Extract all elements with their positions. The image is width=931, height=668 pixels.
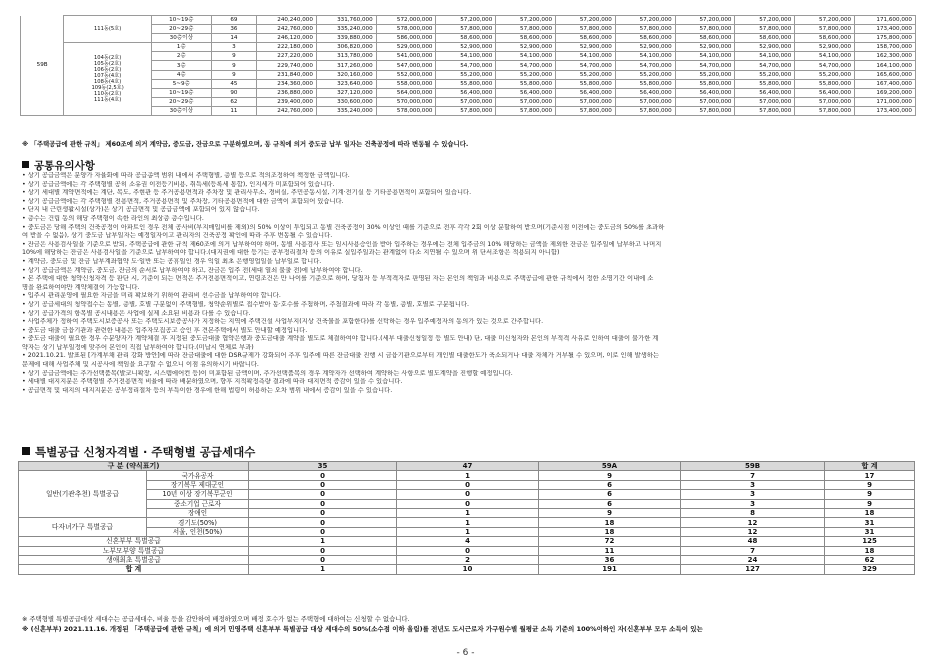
special-header-row <box>19 462 915 471</box>
building-group-111: 111동(5호) <box>64 16 152 43</box>
price-cell: 55,200,000 <box>795 70 855 79</box>
price-cell: 175,800,000 <box>855 34 916 43</box>
price-cell: 578,000,000 <box>376 106 436 115</box>
notice-line: 10%에 해당하는 잔금은 사용검사일을 기준으로 납부하여야 합니다.(대지권에 대한 등기는 공부정리절차 등의 이유로 실입주일과는 관계없이 다소 지연될 수 있으며 위 단서조항은 적용되지 아니함) <box>22 249 560 257</box>
count-cell: 125 <box>825 537 915 546</box>
price-cell: 335,240,000 <box>316 25 376 34</box>
notice-line: • 중도금 대출이 필요한 경우 수분양자가 계약체결 후 지정된 중도금대출 협약은행과 중도금대출 계약을 별도로 체결하여야 합니다.(세부 대출신청일정 등 별도 안내) 단, 대출 미신청자와 본인의 부적격 사유로 인하여 대출이 불가한 계 <box>22 335 659 343</box>
price-cell: 54,100,000 <box>556 52 616 61</box>
price-cell: 54,700,000 <box>675 61 735 70</box>
count-cell: 9 <box>825 490 915 499</box>
price-cell: 57,200,000 <box>496 16 556 25</box>
price-row <box>21 79 916 88</box>
building-label: 106동(2호) <box>93 67 122 74</box>
header-type: 59A <box>539 462 681 471</box>
page-number: - 6 - <box>456 648 475 658</box>
price-cell: 58,600,000 <box>556 34 616 43</box>
special-supply-table <box>18 461 915 575</box>
price-cell: 54,700,000 <box>735 61 795 70</box>
price-cell: 57,200,000 <box>675 16 735 25</box>
price-note: ※ 「주택공급에 관한 규칙」 제60조에 의거 계약금, 중도금, 잔금으로 구분하였으며, 동 규칙에 의거 중도금 납부 일자는 건축공정에 따라 변동될 수 있습니다. <box>22 140 469 148</box>
notice-line: • 층수는 건립 동의 해당 주택형이 속한 라인의 최상층 층수입니다. <box>22 214 204 222</box>
price-row <box>21 25 916 34</box>
special-title-text: 특별공급 신청자격별 · 주택형별 공급세대수 <box>35 445 256 459</box>
price-cell: 55,800,000 <box>735 79 795 88</box>
special-row <box>19 555 915 564</box>
price-cell: 547,000,000 <box>376 61 436 70</box>
count-cell: 72 <box>539 537 681 546</box>
price-cell: 57,800,000 <box>795 25 855 34</box>
price-cell: 541,000,000 <box>376 52 436 61</box>
price-cell: 236,880,000 <box>257 88 317 97</box>
price-cell: 57,000,000 <box>615 97 675 106</box>
sub-category: 10년 이상 장기복무군인 <box>147 490 249 499</box>
price-cell: 164,100,000 <box>855 61 916 70</box>
price-cell: 242,760,000 <box>257 106 317 115</box>
count-cell: 0 <box>249 499 397 508</box>
building-label: 111동(4호) <box>93 97 122 104</box>
count-cell: 18 <box>825 508 915 517</box>
group-general-label: 일반(기관추천) 특별공급 <box>19 471 147 518</box>
price-cell: 52,900,000 <box>436 43 496 52</box>
price-cell: 327,120,000 <box>316 88 376 97</box>
price-cell: 57,000,000 <box>496 97 556 106</box>
floor-cell: 20~29층 <box>151 97 211 106</box>
unit-count-cell: 69 <box>211 16 256 25</box>
special-row <box>19 480 915 489</box>
count-cell: 329 <box>825 565 915 574</box>
notice-line: • 중도금 대출 금융기관과 관련한 내용은 입주자모집공고 승인 후 견본주택에서 별도 안내할 예정입니다. <box>22 326 308 334</box>
count-cell: 1 <box>397 508 539 517</box>
count-cell: 17 <box>825 471 915 480</box>
price-cell: 55,800,000 <box>436 79 496 88</box>
price-cell: 57,800,000 <box>615 25 675 34</box>
price-cell: 552,000,000 <box>376 70 436 79</box>
price-cell: 54,700,000 <box>436 61 496 70</box>
price-cell: 57,800,000 <box>795 106 855 115</box>
price-row <box>21 52 916 61</box>
notice-line: • 계약금, 중도금 및 잔금 납부계좌협약 도·일반 또는 공휴일인 경우 익일 최초 은행영업일을 납부일로 합니다. <box>22 257 322 265</box>
unit-count-cell: 14 <box>211 34 256 43</box>
price-cell: 56,400,000 <box>675 88 735 97</box>
floor-cell: 30층이상 <box>151 34 211 43</box>
price-cell: 55,200,000 <box>615 70 675 79</box>
price-cell: 242,760,000 <box>257 25 317 34</box>
footnote-allocation: ※ 주택형별 특별공급대상 세대수는 공급세대수, 비율 등을 감안하여 배정하였으며 배정 호수가 없는 주택형에 대하여는 신청할 수 없습니다. <box>22 615 410 623</box>
price-cell: 52,900,000 <box>735 43 795 52</box>
sub-category: 서울, 인천(50%) <box>147 527 249 536</box>
price-cell: 229,740,000 <box>257 61 317 70</box>
price-cell: 54,100,000 <box>615 52 675 61</box>
price-cell: 54,700,000 <box>615 61 675 70</box>
price-row <box>21 34 916 43</box>
price-cell: 57,800,000 <box>675 106 735 115</box>
count-cell: 0 <box>397 480 539 489</box>
price-cell: 58,600,000 <box>496 34 556 43</box>
price-cell: 57,800,000 <box>436 106 496 115</box>
price-cell: 54,100,000 <box>436 52 496 61</box>
price-cell: 169,200,000 <box>855 88 916 97</box>
count-cell: 1 <box>397 471 539 480</box>
price-cell: 564,000,000 <box>376 88 436 97</box>
price-cell: 58,600,000 <box>675 34 735 43</box>
count-cell: 3 <box>681 499 825 508</box>
price-cell: 58,600,000 <box>436 34 496 43</box>
unit-count-cell: 36 <box>211 25 256 34</box>
price-cell: 55,800,000 <box>556 79 616 88</box>
notice-line: • 상기 공급금액은 분양가 자율화에 따라 공급총액 범위 내에서 주택형별, 층별 등으로 적의조정하여 책정한 금액입니다. <box>22 172 350 179</box>
floor-cell: 30층이상 <box>151 106 211 115</box>
header-type: 47 <box>397 462 539 471</box>
price-cell: 227,220,000 <box>257 52 317 61</box>
price-cell: 246,120,000 <box>257 34 317 43</box>
price-cell: 57,800,000 <box>556 25 616 34</box>
price-row <box>21 16 916 25</box>
count-cell: 24 <box>681 555 825 564</box>
building-label: 109동(2,5호) <box>91 85 124 92</box>
price-cell: 171,000,000 <box>855 97 916 106</box>
price-cell: 55,200,000 <box>735 70 795 79</box>
header-type: 합 계 <box>825 462 915 471</box>
price-cell: 57,800,000 <box>735 25 795 34</box>
sub-category: 장기복무 제대군인 <box>147 480 249 489</box>
notice-line: • 상기 세대별 계약면적에는 계단, 복도, 주현관 등 주거공용면적과 주차장 및 관리사무소, 경비실, 주민공동시설, 기계·전기실 등 기타공용면적이 포함되어 있습니다. <box>22 189 472 197</box>
price-cell: 57,000,000 <box>675 97 735 106</box>
price-cell: 57,000,000 <box>436 97 496 106</box>
notice-line: • 사업주체가 정하여 주택도시보증공사 또는 주택도시보증공사가 지정하는 지역에 주택건설 사업부지(지상 건축물을 포함한다)를 신탁하는 경우 입주예정자의 동의가 있는 것으로 간주합니다. <box>22 318 544 326</box>
price-cell: 56,400,000 <box>496 88 556 97</box>
special-total-row <box>19 565 915 574</box>
square-bullet-icon <box>22 161 29 168</box>
special-row <box>19 546 915 555</box>
price-cell: 317,260,000 <box>316 61 376 70</box>
floor-cell: 10~19층 <box>151 88 211 97</box>
count-cell: 9 <box>539 508 681 517</box>
notice-line: • 상기 공급가격의 항목별 공시내용은 사업에 실제 소요된 비용과 다를 수 있습니다. <box>22 309 251 317</box>
price-cell: 57,800,000 <box>496 106 556 115</box>
square-bullet-icon <box>22 447 30 455</box>
price-cell: 57,000,000 <box>795 97 855 106</box>
price-cell: 323,640,000 <box>316 79 376 88</box>
count-cell: 8 <box>681 508 825 517</box>
building-label: 110동(2호) <box>93 91 122 98</box>
price-cell: 55,200,000 <box>675 70 735 79</box>
count-cell: 1 <box>249 565 397 574</box>
notices-title-text: 공통유의사항 <box>34 160 95 172</box>
price-cell: 54,700,000 <box>795 61 855 70</box>
count-cell: 0 <box>249 527 397 536</box>
price-cell: 54,100,000 <box>795 52 855 61</box>
price-cell: 167,400,000 <box>855 79 916 88</box>
price-cell: 239,400,000 <box>257 97 317 106</box>
notices-list <box>22 172 914 395</box>
count-cell: 4 <box>397 537 539 546</box>
floor-cell: 3층 <box>151 61 211 70</box>
count-cell: 1 <box>397 527 539 536</box>
header-type: 59B <box>681 462 825 471</box>
notice-line: • 상기 공급금액에는 각 주택형별 공히 소유권 이전등기비용, 취득세(등록세 통합), 인지세가 미포함되어 있습니다. <box>22 180 335 188</box>
count-cell: 3 <box>681 480 825 489</box>
price-cell: 55,200,000 <box>496 70 556 79</box>
price-table <box>20 15 916 116</box>
count-cell: 0 <box>249 546 397 555</box>
price-cell: 320,160,000 <box>316 70 376 79</box>
notice-line: • 입주시 관리운영에 필요한 자금을 미리 확보하기 위하여 관리비 선수금을 납부하여야 합니다. <box>22 292 281 300</box>
notice-line: • 2021.10.21. 발표된 [가계부채 관리 강화 방안]에 따라 잔금대출에 대한 DSR규제가 강화되어 추후 입주에 따른 잔금대출 진행 시 금융기관으로부터 개인별 대출한도가 축소되거나 대출 자체가 거부될 수 있으며, 이로 인해 발생하는 <box>22 352 659 360</box>
category-label: 노부모부양 특별공급 <box>19 546 249 555</box>
price-cell: 234,360,000 <box>257 79 317 88</box>
unit-count-cell: 90 <box>211 88 256 97</box>
price-cell: 55,800,000 <box>795 79 855 88</box>
price-cell: 222,180,000 <box>257 43 317 52</box>
notice-line: • 단지 내 근린생활시설(상가)은 상기 공급면적 및 공급금액에 포함되어 있지 않습니다. <box>22 206 260 214</box>
notice-line: • 세대별 대지지분은 주택형별 주거전용면적 비율에 따라 배분하였으며, 향후 지적확정측량 결과에 따라 대지면적 증감이 있을 수 있습니다. <box>22 378 403 386</box>
notice-line: • 중도금은 당해 주택의 건축공정이 아파트인 경우 전체 공사비(부지매입비를 제외)의 50% 이상이 투입되고 동별 건축공정이 30% 이상인 때를 기준으로 전후 각각 2회 이상 분할하여 받으며(기준시점 이전에는 중도금의 50%를 초과하 <box>22 223 665 231</box>
floor-cell: 20~29층 <box>151 25 211 34</box>
special-row <box>19 537 915 546</box>
price-cell: 57,200,000 <box>556 16 616 25</box>
count-cell: 12 <box>681 518 825 527</box>
notices-title <box>22 158 95 173</box>
price-cell: 57,000,000 <box>735 97 795 106</box>
category-label: 생애최초 특별공급 <box>19 555 249 564</box>
price-cell: 52,900,000 <box>795 43 855 52</box>
price-row <box>21 61 916 70</box>
count-cell: 0 <box>249 471 397 480</box>
floor-cell: 5~9층 <box>151 79 211 88</box>
price-cell: 162,300,000 <box>855 52 916 61</box>
price-cell: 57,200,000 <box>615 16 675 25</box>
header-type: 35 <box>249 462 397 471</box>
header-category: 구 분 (약식표기) <box>19 462 249 471</box>
count-cell: 10 <box>397 565 539 574</box>
building-label: 104동(2호) <box>93 55 122 62</box>
count-cell: 0 <box>397 499 539 508</box>
notice-line: • 잔금은 사용검사일을 기준으로 받되, 주택공급에 관한 규칙 제60조에 의거 납부하여야 하며, 동별 사용검사 또는 임시사용승인을 받아 입주하는 경우에는 전체 입주금의 10% 해당하는 금액을 제외한 잔금은 입주일에 납부하고 나머지 <box>22 240 662 248</box>
price-cell: 58,600,000 <box>615 34 675 43</box>
price-cell: 173,400,000 <box>855 25 916 34</box>
price-cell: 57,200,000 <box>735 16 795 25</box>
price-cell: 313,780,000 <box>316 52 376 61</box>
count-cell: 0 <box>249 555 397 564</box>
price-row <box>21 106 916 115</box>
price-cell: 55,800,000 <box>615 79 675 88</box>
count-cell: 6 <box>539 480 681 489</box>
price-cell: 158,700,000 <box>855 43 916 52</box>
count-cell: 7 <box>681 471 825 480</box>
notice-line: • 상기 공급세대의 청약접수는 동별, 층별, 호별 구분없이 주택형별, 청약순위별로 접수받아 동·호수를 추첨하며, 추첨결과에 따라 각 동별, 층별, 호별로 구분됩니다. <box>22 300 470 308</box>
price-cell: 54,100,000 <box>675 52 735 61</box>
price-cell: 52,900,000 <box>675 43 735 52</box>
special-title <box>22 444 255 460</box>
notice-line: • 본 주택에 대한 청약신청자격 등 판단 시, 기준이 되는 면적은 주거전용면적이고, 연령조건은 만 나이를 기준으로 하며, 당첨자 등 부적격자로 판명된 자는 본인의 책임과 비용으로 주택공급에 관한 규칙에서 정한 소명기간 이내에 소 <box>22 275 654 283</box>
special-row <box>19 518 915 527</box>
price-cell: 57,800,000 <box>556 106 616 115</box>
notice-line: • 상기 공급금액에는 추가선택품목(발코니확장, 시스템에어컨 등)이 미포함된 금액이며, 추가선택품목의 경우 계약자가 선택하여 계약하는 사항으로 별도계약을 진행할 예정입니다. <box>22 369 513 377</box>
price-cell: 57,800,000 <box>675 25 735 34</box>
count-cell: 0 <box>249 490 397 499</box>
notice-line: 문제에 대해 사업주체 및 시공사에 책임을 요구할 수 없으니 이점 유의하시기 바랍니다. <box>22 361 259 369</box>
count-cell: 48 <box>681 537 825 546</box>
unit-count-cell: 9 <box>211 61 256 70</box>
price-cell: 58,600,000 <box>735 34 795 43</box>
unit-count-cell: 3 <box>211 43 256 52</box>
price-cell: 57,800,000 <box>436 25 496 34</box>
price-cell: 52,900,000 <box>496 43 556 52</box>
building-label: 107동(4호) <box>93 73 122 80</box>
special-row <box>19 490 915 499</box>
price-cell: 58,600,000 <box>795 34 855 43</box>
sub-category: 장애인 <box>147 508 249 517</box>
price-cell: 56,400,000 <box>436 88 496 97</box>
price-row <box>21 97 916 106</box>
price-cell: 56,400,000 <box>795 88 855 97</box>
price-cell: 56,400,000 <box>615 88 675 97</box>
price-cell: 330,600,000 <box>316 97 376 106</box>
price-cell: 54,700,000 <box>556 61 616 70</box>
price-cell: 54,100,000 <box>735 52 795 61</box>
sub-category: 경기도(50%) <box>147 518 249 527</box>
count-cell: 0 <box>397 546 539 555</box>
price-cell: 57,800,000 <box>496 25 556 34</box>
notice-line: • 상기 공급금액에는 각 주택형별 전용면적, 주거공용면적 및 주차장, 기타공용면적에 대한 금액이 포함되어 있습니다. <box>22 197 344 205</box>
price-cell: 570,000,000 <box>376 97 436 106</box>
price-cell: 331,760,000 <box>316 16 376 25</box>
price-cell: 57,800,000 <box>735 106 795 115</box>
floor-cell: 2층 <box>151 52 211 61</box>
price-cell: 240,240,000 <box>257 16 317 25</box>
price-row <box>21 43 916 52</box>
count-cell: 0 <box>249 508 397 517</box>
price-cell: 572,000,000 <box>376 16 436 25</box>
price-cell: 171,600,000 <box>855 16 916 25</box>
count-cell: 31 <box>825 518 915 527</box>
price-cell: 57,000,000 <box>556 97 616 106</box>
count-cell: 3 <box>681 490 825 499</box>
price-cell: 165,600,000 <box>855 70 916 79</box>
price-cell: 55,800,000 <box>675 79 735 88</box>
price-cell: 57,800,000 <box>615 106 675 115</box>
sub-category: 국가유공자 <box>147 471 249 480</box>
price-cell: 231,840,000 <box>257 70 317 79</box>
count-cell: 31 <box>825 527 915 536</box>
notice-line: 약자는 상기 납부일정에 맞추어 본인이 직접 납부하여야 합니다.(미납시 연체료 부과) <box>22 343 254 351</box>
price-cell: 54,100,000 <box>496 52 556 61</box>
price-cell: 339,880,000 <box>316 34 376 43</box>
count-cell: 0 <box>249 480 397 489</box>
building-group-104 <box>64 43 152 116</box>
price-cell: 586,000,000 <box>376 34 436 43</box>
count-cell: 0 <box>249 518 397 527</box>
count-cell: 2 <box>397 555 539 564</box>
floor-cell: 1층 <box>151 43 211 52</box>
unit-count-cell: 9 <box>211 52 256 61</box>
type-cell: 59B <box>21 16 64 116</box>
notice-line: 여 받을 수 없음), 상기 중도금 납부일자는 예정일자이고 관리자의 건축공정 확인에 따라 추후 변동될 수 있습니다. <box>22 232 333 240</box>
sub-category: 중소기업 근로자 <box>147 499 249 508</box>
building-label: 105동(2호) <box>93 61 122 68</box>
price-row <box>21 70 916 79</box>
category-label: 신혼부부 특별공급 <box>19 537 249 546</box>
price-cell: 558,000,000 <box>376 79 436 88</box>
count-cell: 1 <box>249 537 397 546</box>
price-cell: 52,900,000 <box>615 43 675 52</box>
price-cell: 529,000,000 <box>376 43 436 52</box>
count-cell: 6 <box>539 499 681 508</box>
notice-line: • 상기 공급금액은 계약금, 중도금, 잔금의 순서로 납부하여야 하고, 잔금은 입주 전(세대 열쇠 불출 전)에 납부하여야 합니다. <box>22 266 363 274</box>
count-cell: 18 <box>539 518 681 527</box>
count-cell: 18 <box>539 527 681 536</box>
count-cell: 18 <box>825 546 915 555</box>
total-label: 합 계 <box>19 565 249 574</box>
price-cell: 55,200,000 <box>436 70 496 79</box>
count-cell: 7 <box>681 546 825 555</box>
count-cell: 11 <box>539 546 681 555</box>
count-cell: 12 <box>681 527 825 536</box>
price-cell: 52,900,000 <box>556 43 616 52</box>
notice-line: • 공급면적 및 대지의 대지지분은 공부정리절차 등의 부득이한 경우에 한해 법령이 허용하는 오차 범위 내에서 증감이 있을 수 있습니다. <box>22 386 393 394</box>
count-cell: 36 <box>539 555 681 564</box>
notice-line: 명을 완료하여야만 계약체결이 가능합니다. <box>22 283 140 291</box>
special-row <box>19 499 915 508</box>
price-cell: 57,200,000 <box>436 16 496 25</box>
unit-count-cell: 9 <box>211 70 256 79</box>
count-cell: 9 <box>825 499 915 508</box>
count-cell: 9 <box>825 480 915 489</box>
unit-count-cell: 45 <box>211 79 256 88</box>
count-cell: 1 <box>397 518 539 527</box>
unit-count-cell: 62 <box>211 97 256 106</box>
floor-cell: 10~19층 <box>151 16 211 25</box>
price-cell: 56,400,000 <box>735 88 795 97</box>
special-row <box>19 471 915 480</box>
price-row <box>21 88 916 97</box>
count-cell: 191 <box>539 565 681 574</box>
floor-cell: 4층 <box>151 70 211 79</box>
price-cell: 55,200,000 <box>556 70 616 79</box>
price-cell: 306,820,000 <box>316 43 376 52</box>
price-cell: 173,400,000 <box>855 106 916 115</box>
count-cell: 9 <box>539 471 681 480</box>
price-cell: 57,200,000 <box>795 16 855 25</box>
price-cell: 54,700,000 <box>496 61 556 70</box>
building-label: 108동(4호) <box>93 79 122 86</box>
price-cell: 55,800,000 <box>496 79 556 88</box>
footnote-newlywed: ※ (신혼부부) 2021.11.16. 개정된 「주택공급에 관한 규칙」에 의거 민영주택 신혼부부 특별공급 대상 세대수의 50%(소수점 이하 올림)를 전년도 도시근로자 가구원수별 월평균 소득 기준의 100%이하인 자(신혼부부 모두 소득이 있는 <box>22 625 703 633</box>
count-cell: 127 <box>681 565 825 574</box>
count-cell: 6 <box>539 490 681 499</box>
price-cell: 56,400,000 <box>556 88 616 97</box>
group-multichild-label: 다자녀가구 특별공급 <box>19 518 147 537</box>
count-cell: 62 <box>825 555 915 564</box>
unit-count-cell: 11 <box>211 106 256 115</box>
count-cell: 0 <box>397 490 539 499</box>
special-row <box>19 508 915 517</box>
special-row <box>19 527 915 536</box>
price-cell: 335,240,000 <box>316 106 376 115</box>
price-cell: 578,000,000 <box>376 25 436 34</box>
